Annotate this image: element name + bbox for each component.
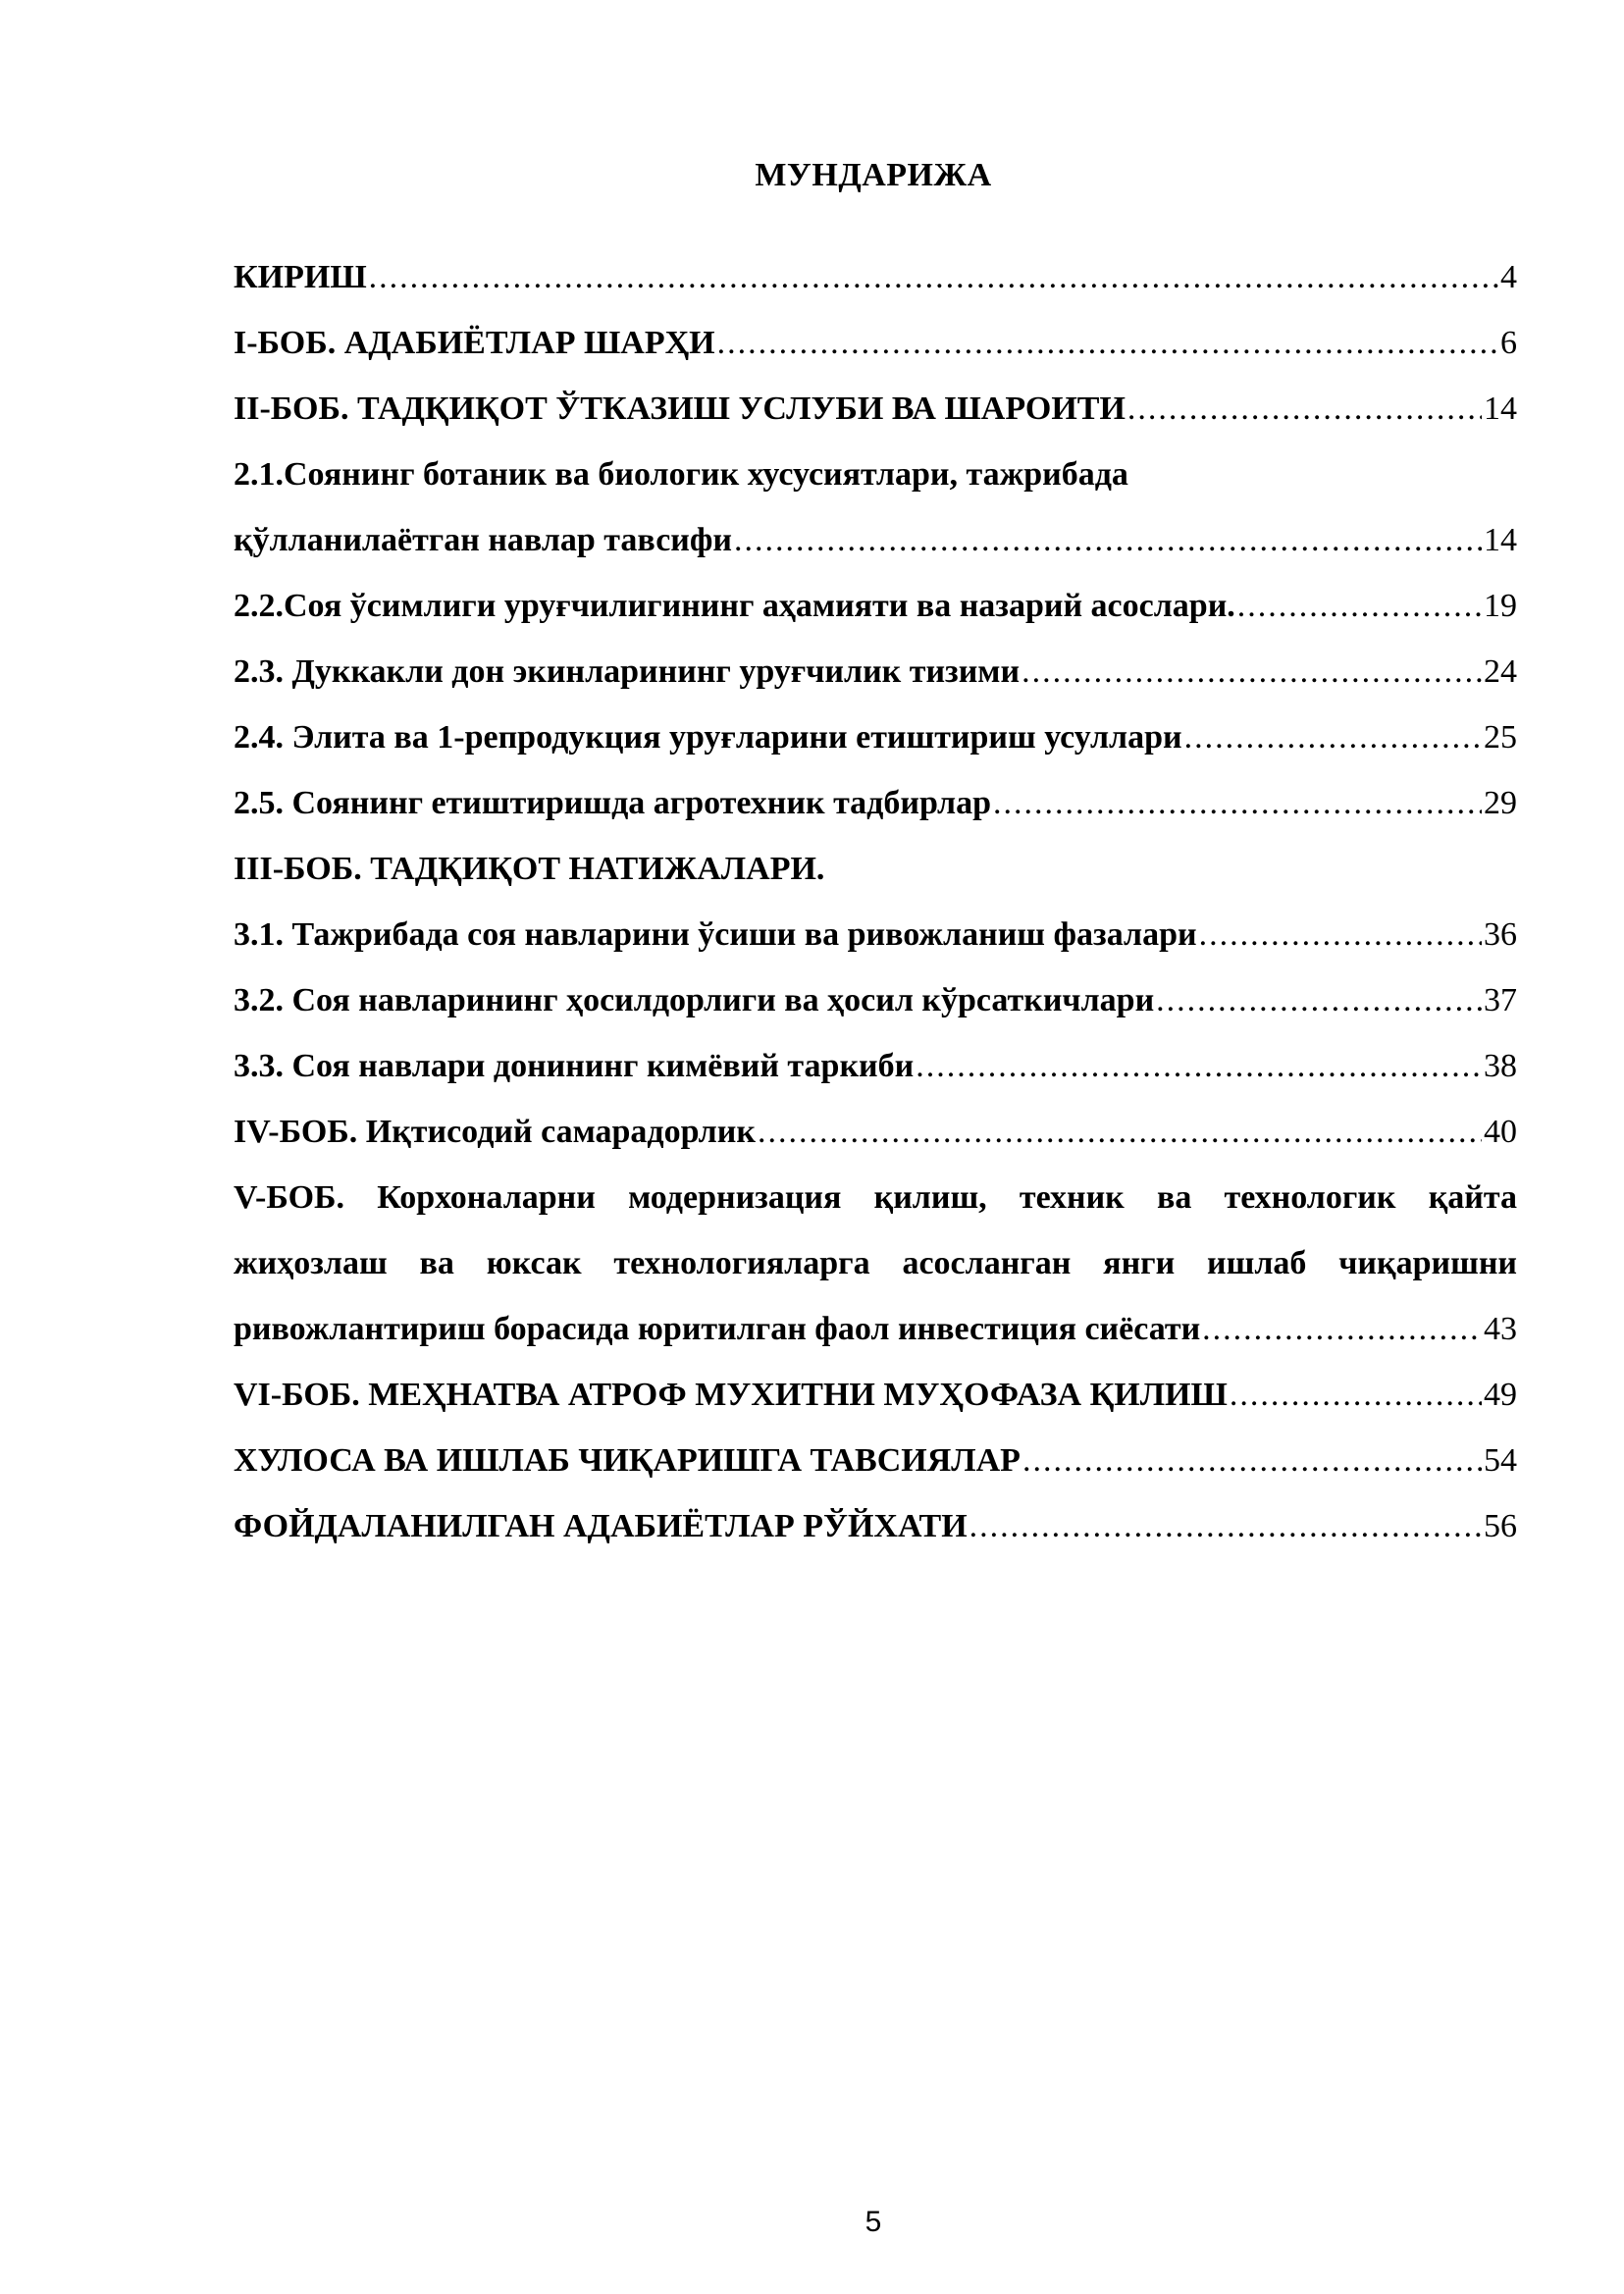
toc-entry-page: 40	[1484, 1114, 1517, 1150]
toc-entry-page: 49	[1484, 1377, 1517, 1413]
toc-entry-page: 19	[1484, 588, 1517, 624]
toc-entry-title: 2.5. Соянинг етиштиришда агротехник тадбирлар	[234, 785, 992, 821]
toc-entry-title: VI-БОБ. МЕҲНАТВА АТРОФ МУХИТНИ МУҲОФАЗА ҚИЛИШ	[234, 1377, 1228, 1413]
toc-entry-chapter-3[interactable]	[234, 827, 1517, 893]
toc-entry-page: 4	[1500, 259, 1517, 295]
dot-leader	[1237, 583, 1482, 630]
toc-entry-chapter-2[interactable]	[234, 367, 1517, 433]
toc-entry-title: қўлланилаётган навлар тавсифи	[234, 522, 732, 558]
toc-entry-page: 24	[1484, 653, 1517, 690]
toc-entry-introduction[interactable]	[234, 235, 1517, 301]
dot-leader	[758, 1109, 1482, 1156]
toc-entry-chapter-5[interactable]	[234, 1156, 1517, 1222]
dot-leader	[916, 1043, 1482, 1090]
toc-entry-section-2-5[interactable]	[234, 761, 1517, 827]
toc-entry-title: 2.2.Соя ўсимлиги уруғчилигининг аҳамияти ва назарий асослари.	[234, 588, 1235, 624]
dot-leader	[1199, 912, 1482, 959]
toc-entry-references[interactable]	[234, 1485, 1517, 1550]
toc-entry-conclusion[interactable]	[234, 1419, 1517, 1485]
dot-leader	[1127, 386, 1482, 433]
toc-entry-title: 3.1. Тажрибада соя навларини ўсиши ва ривожланиш фазалари	[234, 916, 1197, 953]
toc-entry-section-2-1[interactable]	[234, 433, 1517, 498]
toc-entry-page: 43	[1484, 1311, 1517, 1347]
toc-entry-chapter-4[interactable]	[234, 1090, 1517, 1156]
toc-entry-title: 2.3. Дуккакли дон экинларининг уруғчилик тизими	[234, 653, 1021, 690]
toc-entry-title: ривожлантириш борасида юритилган фаол инвестиция сиёсати	[234, 1311, 1201, 1347]
toc-entry-page: 38	[1484, 1048, 1517, 1084]
toc-entry-page: 25	[1484, 719, 1517, 756]
toc-entry-page: 37	[1484, 982, 1517, 1018]
toc-entry-page: 14	[1484, 391, 1517, 427]
toc-entry-section-3-1[interactable]	[234, 893, 1517, 959]
dot-leader	[734, 517, 1482, 564]
toc-entry-page: 14	[1484, 522, 1517, 558]
toc-entry-page: 54	[1484, 1442, 1517, 1479]
toc-entry-title: 2.4. Элита ва 1-репродукция уруғларини етиштириш усуллари	[234, 719, 1182, 756]
dot-leader	[1022, 649, 1482, 696]
toc-entry-title: 3.3. Соя навлари донининг кимёвий таркиби	[234, 1048, 915, 1084]
dot-leader	[993, 780, 1482, 827]
table-of-contents	[234, 235, 1517, 1550]
toc-entry-page: 36	[1484, 916, 1517, 953]
page-number: 5	[864, 2206, 882, 2238]
dot-leader	[717, 320, 1498, 367]
toc-entry-title: жиҳозлаш ва юксак технологияларга асосланган янги ишлаб чиқаришни	[234, 1245, 1517, 1281]
dot-leader	[369, 254, 1498, 301]
dot-leader	[1156, 977, 1482, 1024]
toc-entry-chapter-5-cont[interactable]	[234, 1222, 1517, 1287]
toc-entry-section-3-3[interactable]	[234, 1024, 1517, 1090]
toc-entry-title: КИРИШ	[234, 259, 367, 295]
toc-entry-title: 2.1.Соянинг ботаник ва биологик хусусиятлари, тажрибада	[234, 456, 1128, 493]
toc-entry-title: V-БОБ. Корхоналарни модернизация қилиш, техник ва технологик қайта	[234, 1179, 1517, 1216]
toc-entry-chapter-6[interactable]	[234, 1353, 1517, 1419]
toc-entry-section-2-2[interactable]	[234, 564, 1517, 630]
toc-entry-title: IV-БОБ. Иқтисодий самарадорлик	[234, 1114, 756, 1150]
dot-leader	[1202, 1306, 1482, 1353]
dot-leader	[1184, 714, 1482, 761]
toc-entry-page: 6	[1500, 325, 1517, 361]
toc-entry-chapter-5-end[interactable]	[234, 1287, 1517, 1353]
toc-entry-page: 56	[1484, 1508, 1517, 1544]
toc-entry-page: 29	[1484, 785, 1517, 821]
toc-entry-title: 3.2. Соя навларининг ҳосилдорлиги ва ҳосил кўрсаткичлари	[234, 982, 1155, 1018]
toc-entry-section-2-1-cont[interactable]	[234, 498, 1517, 564]
toc-entry-section-2-4[interactable]	[234, 696, 1517, 761]
dot-leader	[1230, 1372, 1482, 1419]
toc-entry-title: ФОЙДАЛАНИЛГАН АДАБИЁТЛАР РЎЙХАТИ	[234, 1508, 968, 1544]
dot-leader	[969, 1503, 1482, 1550]
toc-entry-section-2-3[interactable]	[234, 630, 1517, 696]
toc-entry-title: II-БОБ. ТАДҚИҚОТ ЎТКАЗИШ УСЛУБИ ВА ШАРОИТИ	[234, 391, 1126, 427]
dot-leader	[1022, 1437, 1482, 1485]
toc-entry-section-3-2[interactable]	[234, 959, 1517, 1024]
toc-heading: МУНДАРИЖА	[755, 157, 992, 193]
toc-entry-title: I-БОБ. АДАБИЁТЛАР ШАРҲИ	[234, 325, 715, 361]
toc-entry-chapter-1[interactable]	[234, 301, 1517, 367]
toc-entry-title: III-БОБ. ТАДҚИҚОТ НАТИЖАЛАРИ.	[234, 851, 825, 887]
toc-entry-title: ХУЛОСА ВА ИШЛАБ ЧИҚАРИШГА ТАВСИЯЛАР	[234, 1442, 1021, 1479]
